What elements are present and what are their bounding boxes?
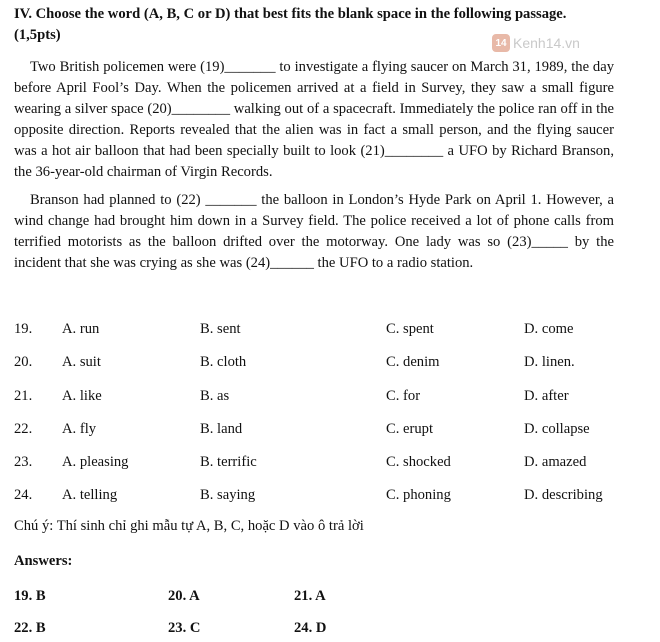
option-b: B. sent — [200, 321, 241, 337]
option-c: C. phoning — [386, 487, 451, 503]
option-c: C. shocked — [386, 454, 451, 470]
section-heading: IV. Choose the word (A, B, C or D) that best fits the blank space in the following passage. (1,5pts) — [14, 6, 567, 43]
answer-22: 22. B — [14, 620, 46, 636]
question-number: 20. — [14, 354, 33, 370]
watermark-text: Kenh14.vn — [513, 35, 580, 51]
option-d: D. after — [524, 388, 569, 404]
option-d: D. linen. — [524, 354, 575, 370]
question-row-24 — [0, 487, 660, 509]
question-row-19 — [0, 321, 660, 343]
option-d: D. amazed — [524, 454, 587, 470]
option-a: A. like — [62, 388, 102, 404]
question-row-20 — [0, 354, 660, 376]
option-d: D. collapse — [524, 421, 590, 437]
passage-paragraph-2: Branson had planned to (22) _______ the balloon in London’s Hyde Park on April 1. However, a wind change had brought him down in a Survey field. The police received a lot of phone calls from terrified motorists as the balloon drifted over the motorway. One lady was so (23)_____ by the incident that she was crying as she was (24)______ the UFO to a radio station. — [14, 192, 614, 271]
instruction-note: Chú ý: Thí sinh chỉ ghi mẫu tự A, B, C, hoặc D vào ô trả lời — [14, 518, 364, 534]
option-b: B. land — [200, 421, 243, 437]
question-row-21 — [0, 388, 660, 410]
watermark-logo — [492, 34, 580, 52]
option-b: B. cloth — [200, 354, 247, 370]
question-number: 22. — [14, 421, 33, 437]
option-d: D. describing — [524, 487, 603, 503]
option-c: C. for — [386, 388, 421, 404]
passage-paragraph-1: Two British policemen were (19)_______ to investigate a flying saucer on March 31, 1989, the day before April Fool’s Day. When the policemen arrived at a field in Survey, they saw a small figure wearing a silver space (20)________ walking out of a spacecraft. Immediately the police ran off in the opposite direction. Reports revealed that the alien was in fact a small person, and the flying saucer was a hot air balloon that had been specially built to look (21)________ a UFO by Richard Branson, the 36-year-old chairman of Virgin Records. — [14, 59, 614, 180]
answer-20: 20. A — [168, 588, 200, 604]
option-a: A. telling — [62, 487, 118, 503]
option-b: B. as — [200, 388, 230, 404]
option-a: A. fly — [62, 421, 97, 437]
option-b: B. terrific — [200, 454, 257, 470]
question-number: 21. — [14, 388, 33, 404]
answer-23: 23. C — [168, 620, 201, 636]
option-b: B. saying — [200, 487, 256, 503]
question-number: 23. — [14, 454, 33, 470]
option-c: C. erupt — [386, 421, 434, 437]
question-row-23 — [0, 454, 660, 476]
option-c: C. denim — [386, 354, 440, 370]
option-a: A. pleasing — [62, 454, 129, 470]
question-row-22 — [0, 421, 660, 443]
answer-21: 21. A — [294, 588, 326, 604]
answers-heading: Answers: — [14, 553, 73, 569]
kenh14-logo-icon: 14 — [492, 34, 510, 52]
option-a: A. run — [62, 321, 100, 337]
option-c: C. spent — [386, 321, 434, 337]
option-a: A. suit — [62, 354, 101, 370]
question-number: 19. — [14, 321, 33, 337]
answer-19: 19. B — [14, 588, 46, 604]
option-d: D. come — [524, 321, 574, 337]
question-number: 24. — [14, 487, 33, 503]
answer-24: 24. D — [294, 620, 327, 636]
